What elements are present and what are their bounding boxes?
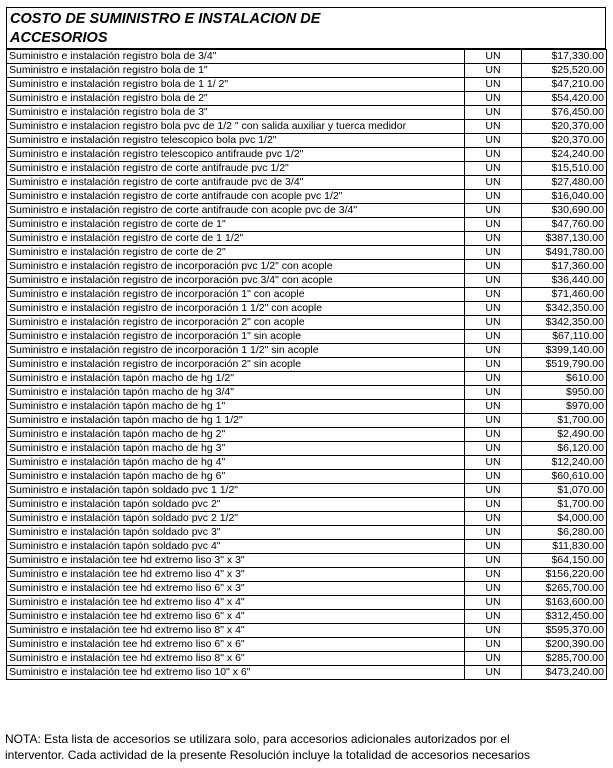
row-description: Suministro e instalación tee hd extremo liso 4" x 3" (7, 568, 465, 582)
row-price: $285,700.00 (522, 652, 607, 666)
row-unit: UN (465, 512, 522, 526)
row-price: $2,490.00 (522, 428, 607, 442)
table-row (7, 232, 607, 246)
row-unit: UN (465, 302, 522, 316)
row-description: Suministro e instalación tapón macho de hg 4" (7, 456, 465, 470)
sheet-title (6, 7, 606, 49)
table-row (7, 582, 607, 596)
table-row (7, 428, 607, 442)
row-description: Suministro e instalación tapón macho de hg 1 1/2" (7, 414, 465, 428)
row-unit: UN (465, 596, 522, 610)
row-price: $17,330.00 (522, 50, 607, 64)
row-unit: UN (465, 372, 522, 386)
accessories-table (6, 49, 607, 680)
row-unit: UN (465, 484, 522, 498)
row-unit: UN (465, 442, 522, 456)
row-unit: UN (465, 288, 522, 302)
table-row (7, 148, 607, 162)
row-unit: UN (465, 582, 522, 596)
row-description: Suministro e instalación registro de incorporación 1 1/2" sin acople (7, 344, 465, 358)
table-row (7, 204, 607, 218)
row-price: $12,240.00 (522, 456, 607, 470)
row-unit: UN (465, 358, 522, 372)
row-unit: UN (465, 554, 522, 568)
row-price: $342,350.00 (522, 302, 607, 316)
row-price: $16,040.00 (522, 190, 607, 204)
row-description: Suministro e instalación tapón macho de hg 1" (7, 400, 465, 414)
row-description: Suministro e instalación registro bola de 3" (7, 106, 465, 120)
row-price: $387,130.00 (522, 232, 607, 246)
row-price: $610.00 (522, 372, 607, 386)
footnote (5, 731, 610, 763)
row-description: Suministro e instalación registro bola de 1" (7, 64, 465, 78)
table-row (7, 638, 607, 652)
row-description: Suministro e instalación tapón macho de hg 3/4" (7, 386, 465, 400)
row-price: $312,450.00 (522, 610, 607, 624)
row-description: Suministro e instalación registro de incorporación pvc 3/4" con acople (7, 274, 465, 288)
table-row (7, 554, 607, 568)
row-description: Suministro e instalación tapón soldado pvc 4" (7, 540, 465, 554)
row-price: $27,480.00 (522, 176, 607, 190)
row-unit: UN (465, 540, 522, 554)
table-row (7, 526, 607, 540)
row-description: Suministro e instalación tapón soldado pvc 2" (7, 498, 465, 512)
row-description: Suministro e instalación tee hd extremo liso 6" x 3" (7, 582, 465, 596)
row-price: $24,240.00 (522, 148, 607, 162)
footnote-line-2: interventor. Cada actividad de la presente Resolución incluye la totalidad de accesorios necesarios (5, 748, 530, 762)
row-price: $1,700.00 (522, 414, 607, 428)
table-row (7, 288, 607, 302)
table-row (7, 92, 607, 106)
row-price: $950.00 (522, 386, 607, 400)
row-price: $17,360.00 (522, 260, 607, 274)
row-price: $67,110.00 (522, 330, 607, 344)
table-row (7, 358, 607, 372)
row-description: Suministro e instalación registro de corte de 1 1/2" (7, 232, 465, 246)
table-row (7, 302, 607, 316)
table-row (7, 596, 607, 610)
table-row (7, 666, 607, 680)
row-price: $36,440.00 (522, 274, 607, 288)
table-row (7, 540, 607, 554)
row-description: Suministro e instalación tapón macho de hg 2" (7, 428, 465, 442)
row-description: Suministro e instalación tapón soldado pvc 3" (7, 526, 465, 540)
row-unit: UN (465, 106, 522, 120)
row-unit: UN (465, 190, 522, 204)
table-row (7, 120, 607, 134)
table-row (7, 106, 607, 120)
row-unit: UN (465, 344, 522, 358)
row-price: $1,700.00 (522, 498, 607, 512)
table-row (7, 344, 607, 358)
row-description: Suministro e instalación tee hd extremo liso 10" x 6" (7, 666, 465, 680)
row-description: Suministro e instalacion registro bola pvc de 1/2 " con salida auxiliar y tuerca medidor (7, 120, 465, 134)
row-price: $47,210.00 (522, 78, 607, 92)
row-description: Suministro e instalación registro de corte antifraude pvc de 3/4" (7, 176, 465, 190)
row-unit: UN (465, 78, 522, 92)
row-unit: UN (465, 92, 522, 106)
row-unit: UN (465, 232, 522, 246)
row-price: $595,370.00 (522, 624, 607, 638)
table-row (7, 386, 607, 400)
row-description: Suministro e instalación registro de incorporación 1" con acople (7, 288, 465, 302)
row-price: $4,000.00 (522, 512, 607, 526)
row-unit: UN (465, 526, 522, 540)
row-unit: UN (465, 638, 522, 652)
row-unit: UN (465, 134, 522, 148)
row-unit: UN (465, 498, 522, 512)
row-description: Suministro e instalación registro telescopico antifraude pvc 1/2" (7, 148, 465, 162)
table-row (7, 512, 607, 526)
row-unit: UN (465, 624, 522, 638)
row-price: $6,120.00 (522, 442, 607, 456)
row-description: Suministro e instalación registro bola de 1 1/ 2" (7, 78, 465, 92)
row-unit: UN (465, 400, 522, 414)
row-unit: UN (465, 666, 522, 680)
row-description: Suministro e instalación tapón macho de hg 1/2" (7, 372, 465, 386)
row-unit: UN (465, 176, 522, 190)
table-row (7, 218, 607, 232)
table-row (7, 372, 607, 386)
table-row (7, 400, 607, 414)
table-row (7, 610, 607, 624)
row-unit: UN (465, 274, 522, 288)
row-unit: UN (465, 330, 522, 344)
table-row (7, 484, 607, 498)
row-unit: UN (465, 120, 522, 134)
row-unit: UN (465, 456, 522, 470)
table-row (7, 50, 607, 64)
row-description: Suministro e instalación tee hd extremo liso 6" x 6" (7, 638, 465, 652)
table-row (7, 274, 607, 288)
row-price: $20,370.00 (522, 134, 607, 148)
row-description: Suministro e instalación tee hd extremo liso 4" x 4" (7, 596, 465, 610)
row-description: Suministro e instalación registro bola de 3/4" (7, 50, 465, 64)
accessories-table-body (7, 50, 607, 680)
row-unit: UN (465, 148, 522, 162)
price-sheet (6, 7, 606, 680)
row-unit: UN (465, 428, 522, 442)
row-unit: UN (465, 50, 522, 64)
row-description: Suministro e instalación registro de corte de 2" (7, 246, 465, 260)
table-row (7, 316, 607, 330)
table-row (7, 78, 607, 92)
row-price: $60,610.00 (522, 470, 607, 484)
row-price: $20,370.00 (522, 120, 607, 134)
table-row (7, 568, 607, 582)
row-description: Suministro e instalación tapón macho de hg 3" (7, 442, 465, 456)
row-unit: UN (465, 568, 522, 582)
table-row (7, 624, 607, 638)
row-description: Suministro e instalación tapón macho de hg 6" (7, 470, 465, 484)
table-row (7, 190, 607, 204)
row-unit: UN (465, 162, 522, 176)
row-price: $200,390.00 (522, 638, 607, 652)
row-unit: UN (465, 316, 522, 330)
row-description: Suministro e instalación registro de corte antifraude pvc 1/2" (7, 162, 465, 176)
row-unit: UN (465, 414, 522, 428)
table-row (7, 330, 607, 344)
table-row (7, 260, 607, 274)
row-description: Suministro e instalación tee hd extremo liso 6" x 4" (7, 610, 465, 624)
row-price: $54,420.00 (522, 92, 607, 106)
row-price: $47,760.00 (522, 218, 607, 232)
row-price: $519,790.00 (522, 358, 607, 372)
row-price: $11,830.00 (522, 540, 607, 554)
title-line-2: ACCESORIOS (10, 30, 108, 46)
row-unit: UN (465, 260, 522, 274)
row-price: $1,070.00 (522, 484, 607, 498)
row-description: Suministro e instalación registro bola de 2" (7, 92, 465, 106)
row-price: $30,690.00 (522, 204, 607, 218)
row-unit: UN (465, 652, 522, 666)
row-price: $64,150.00 (522, 554, 607, 568)
row-price: $76,450.00 (522, 106, 607, 120)
table-row (7, 456, 607, 470)
row-description: Suministro e instalación registro de corte antifraude con acople pvc 1/2" (7, 190, 465, 204)
row-price: $15,510.00 (522, 162, 607, 176)
row-price: $970.00 (522, 400, 607, 414)
table-row (7, 652, 607, 666)
row-price: $6,280.00 (522, 526, 607, 540)
footnote-line-1: NOTA: Esta lista de accesorios se utilizara solo, para accesorios adicionales autorizados por el (5, 732, 510, 746)
row-description: Suministro e instalación registro de incorporación 2" con acople (7, 316, 465, 330)
row-price: $71,460.00 (522, 288, 607, 302)
row-unit: UN (465, 204, 522, 218)
row-description: Suministro e instalación registro de corte de 1" (7, 218, 465, 232)
table-row (7, 176, 607, 190)
row-price: $491,780.00 (522, 246, 607, 260)
row-price: $342,350.00 (522, 316, 607, 330)
table-row (7, 162, 607, 176)
row-description: Suministro e instalación registro de incorporación 2" sin acople (7, 358, 465, 372)
title-line-1: COSTO DE SUMINISTRO E INSTALACION DE (10, 11, 321, 27)
row-description: Suministro e instalación tee hd extremo liso 3" x 3" (7, 554, 465, 568)
table-row (7, 64, 607, 78)
row-price: $473,240.00 (522, 666, 607, 680)
row-unit: UN (465, 246, 522, 260)
row-description: Suministro e instalación tee hd extremo liso 8" x 4" (7, 624, 465, 638)
row-description: Suministro e instalación registro de corte antifraude con acople pvc de 3/4" (7, 204, 465, 218)
row-description: Suministro e instalación registro de incorporación pvc 1/2" con acople (7, 260, 465, 274)
row-description: Suministro e instalación registro de incorporación 1 1/2" con acople (7, 302, 465, 316)
row-price: $25,520.00 (522, 64, 607, 78)
row-description: Suministro e instalación tapón soldado pvc 2 1/2" (7, 512, 465, 526)
row-unit: UN (465, 386, 522, 400)
table-row (7, 498, 607, 512)
table-row (7, 246, 607, 260)
row-unit: UN (465, 610, 522, 624)
row-unit: UN (465, 64, 522, 78)
row-description: Suministro e instalación tee hd extremo liso 8" x 6" (7, 652, 465, 666)
row-description: Suministro e instalación registro telescopico bola pvc 1/2" (7, 134, 465, 148)
row-price: $265,700.00 (522, 582, 607, 596)
row-unit: UN (465, 470, 522, 484)
table-row (7, 442, 607, 456)
row-price: $156,220.00 (522, 568, 607, 582)
row-price: $163,600.00 (522, 596, 607, 610)
table-row (7, 414, 607, 428)
row-unit: UN (465, 218, 522, 232)
row-description: Suministro e instalación registro de incorporación 1" sin acople (7, 330, 465, 344)
row-description: Suministro e instalación tapón soldado pvc 1 1/2" (7, 484, 465, 498)
row-price: $399,140.00 (522, 344, 607, 358)
table-row (7, 134, 607, 148)
table-row (7, 470, 607, 484)
